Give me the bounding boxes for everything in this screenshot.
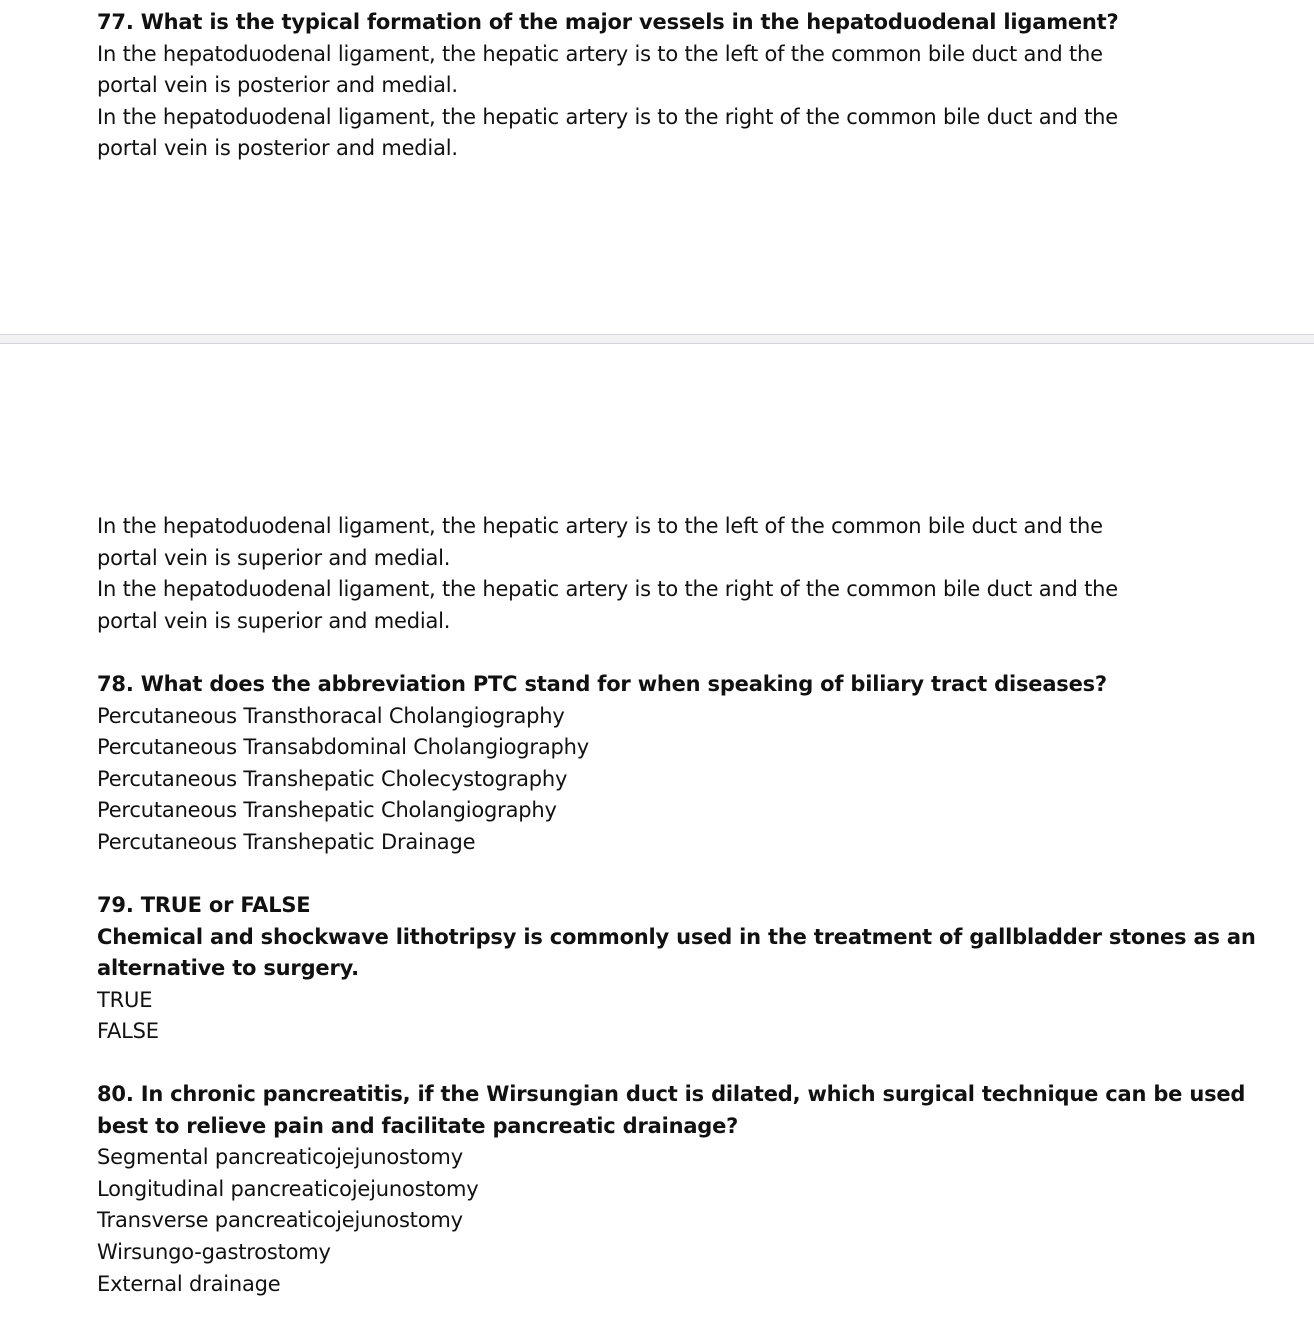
question-80-option-5: External drainage (97, 1271, 281, 1296)
question-78-option-2: Percutaneous Transabdominal Cholangiography (97, 735, 589, 760)
question-77-option-2-line-1: In the hepatoduodenal ligament, the hepatic artery is to the right of the common bile duct and the (97, 104, 1118, 129)
question-80-option-1: Segmental pancreaticojejunostomy (97, 1145, 463, 1170)
question-78-option-1: Percutaneous Transthoracal Cholangiography (97, 703, 565, 728)
question-78-option-5: Percutaneous Transhepatic Drainage (97, 829, 476, 854)
document-page-1 (0, 0, 1314, 334)
document-page-2 (0, 344, 1314, 1327)
question-80 (97, 1079, 1246, 1300)
question-78-option-4: Percutaneous Transhepatic Cholangiography (97, 798, 557, 823)
question-78 (97, 669, 1217, 859)
question-79-title: 79. TRUE or FALSE (97, 893, 311, 917)
question-77-option-4-line-2: portal vein is superior and medial. (97, 608, 451, 633)
question-80-title-line-2: best to relieve pain and facilitate pancreatic drainage? (97, 1113, 739, 1138)
question-80-option-3: Transverse pancreaticojejunostomy (97, 1208, 463, 1233)
question-77-option-4-line-1: In the hepatoduodenal ligament, the hepatic artery is to the right of the common bile duct and the (97, 577, 1118, 602)
page-separator (0, 334, 1314, 344)
question-77-option-1-line-2: portal vein is posterior and medial. (97, 73, 458, 98)
question-80-title-line-1: 80. In chronic pancreatitis, if the Wirsungian duct is dilated, which surgical technique can be used (97, 1082, 1246, 1106)
question-77-option-3-line-1: In the hepatoduodenal ligament, the hepatic artery is to the left of the common bile duct and the (97, 514, 1103, 538)
question-79-statement-line-1: Chemical and shockwave lithotripsy is commonly used in the treatment of gallbladder stones as an (97, 924, 1256, 949)
question-79 (97, 890, 1256, 1048)
question-77-option-3-line-2: portal vein is superior and medial. (97, 545, 451, 570)
question-78-title: 78. What does the abbreviation PTC stand for when speaking of biliary tract diseases? (97, 672, 1107, 696)
question-77-continued (97, 511, 1217, 637)
question-77-option-1-line-1: In the hepatoduodenal ligament, the hepatic artery is to the left of the common bile duct and the (97, 41, 1103, 66)
question-79-option-true: TRUE (97, 987, 153, 1012)
question-79-statement-line-2: alternative to surgery. (97, 956, 359, 981)
question-80-option-2: Longitudinal pancreaticojejunostomy (97, 1176, 479, 1201)
question-79-option-false: FALSE (97, 1019, 159, 1044)
question-80-option-4: Wirsungo-gastrostomy (97, 1239, 331, 1264)
question-77 (97, 7, 1217, 165)
question-78-option-3: Percutaneous Transhepatic Cholecystography (97, 766, 568, 791)
question-77-option-2-line-2: portal vein is posterior and medial. (97, 136, 458, 161)
question-77-title: 77. What is the typical formation of the major vessels in the hepatoduodenal ligament? (97, 10, 1119, 34)
